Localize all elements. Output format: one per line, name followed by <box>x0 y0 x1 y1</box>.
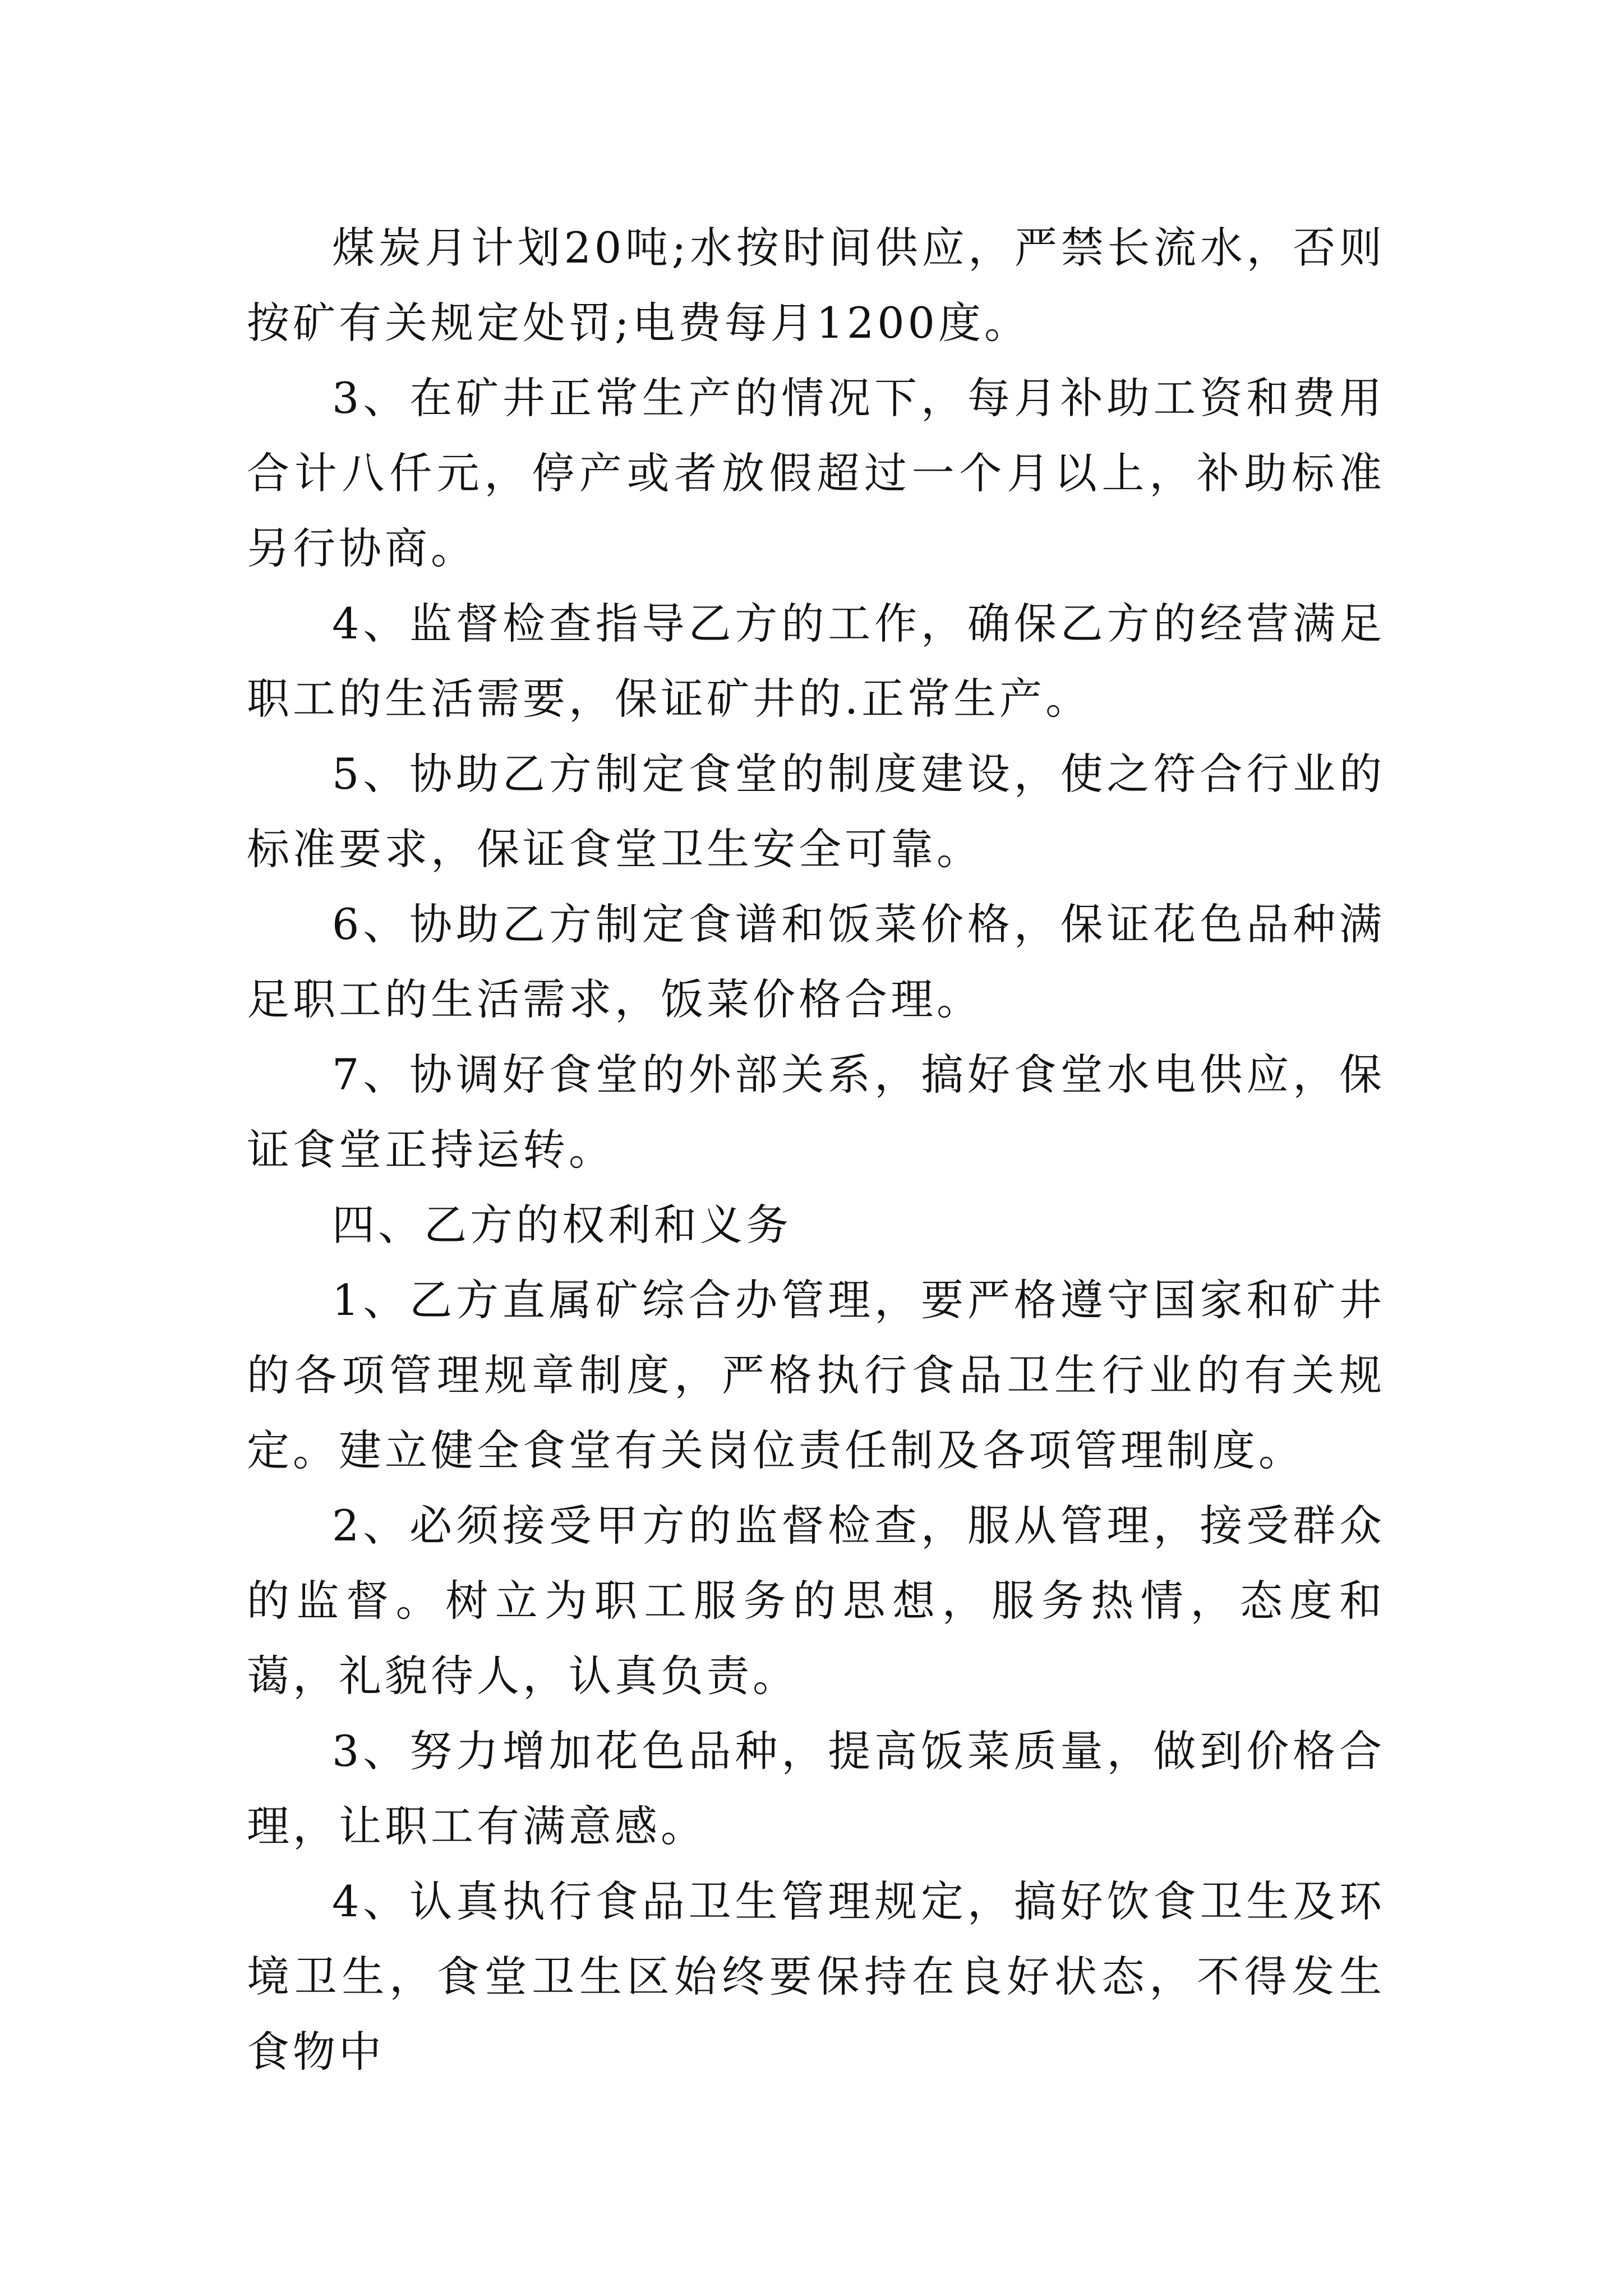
paragraph: 4、监督检查指导乙方的工作，确保乙方的经营满足职工的生活需要，保证矿井的.正常生产。 <box>247 599 1385 724</box>
paragraph: 3、努力增加花色品种，提高饭菜质量，做到价格合理，让职工有满意感。 <box>247 1726 1385 1851</box>
document-body <box>247 210 1385 2090</box>
paragraph: 1、乙方直属矿综合办管理，要严格遵守国家和矿井的各项管理规章制度，严格执行食品卫生行业的有关规定。建立健全食堂有关岗位责任制及各项管理制度。 <box>247 1275 1385 1475</box>
paragraph: 3、在矿井正常生产的情况下，每月补助工资和费用合计八仟元，停产或者放假超过一个月以上，补助标准另行协商。 <box>247 373 1385 573</box>
paragraph: 2、必须接受甲方的监督检查，服从管理，接受群众的监督。树立为职工服务的思想，服务热情，态度和蔼，礼貌待人，认真负责。 <box>247 1501 1385 1701</box>
paragraph: 4、认真执行食品卫生管理规定，搞好饮食卫生及环境卫生，食堂卫生区始终要保持在良好状态，不得发生食物中 <box>247 1876 1385 2077</box>
section-heading: 四、乙方的权利和义务 <box>332 1200 792 1250</box>
paragraph: 煤炭月计划20吨;水按时间供应，严禁长流水，否则按矿有关规定处罚;电费每月1200度。 <box>247 223 1385 348</box>
paragraph: 6、协助乙方制定食谱和饭菜价格，保证花色品种满足职工的生活需求，饭菜价格合理。 <box>247 899 1385 1024</box>
paragraph: 5、协助乙方制定食堂的制度建设，使之符合行业的标准要求，保证食堂卫生安全可靠。 <box>247 749 1385 874</box>
paragraph: 7、协调好食堂的外部关系，搞好食堂水电供应，保证食堂正持运转。 <box>247 1050 1385 1175</box>
